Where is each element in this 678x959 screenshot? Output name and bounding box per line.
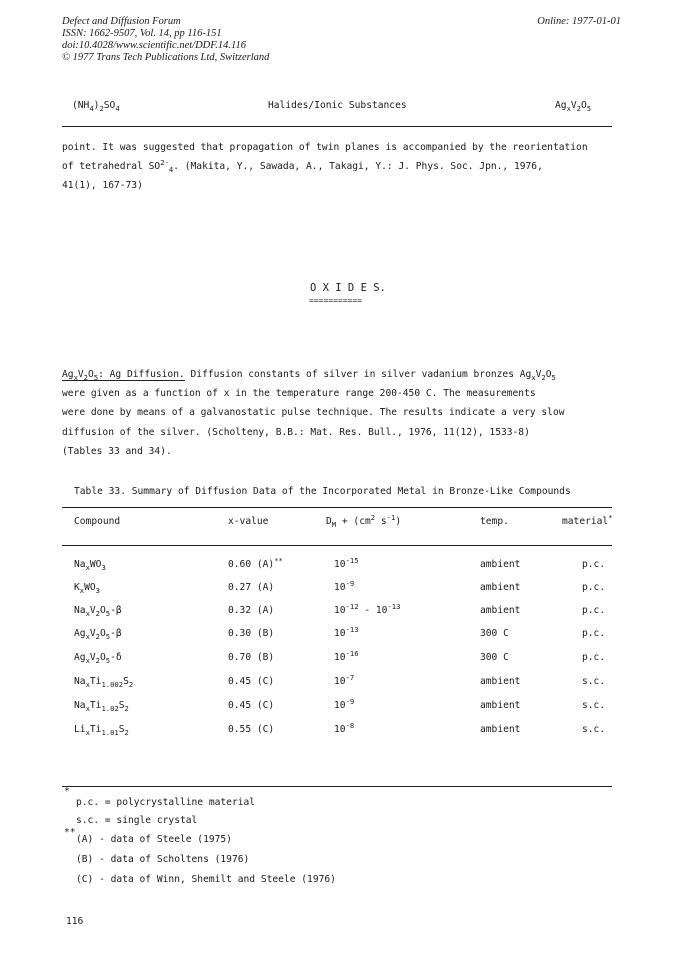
cell-material: p.c. [582,559,606,570]
table-row [62,601,612,627]
table-header-rule [62,545,612,546]
cell-compound: $Na_xV_2O_5-\beta$ [74,605,122,618]
para2-line3: were done by means of a galvanostatic pulse technique. The results indicate a very slow [62,407,565,419]
cell-temp: ambient [480,676,521,687]
cell-compound: $K_xWO_3$ [74,582,100,595]
para2-line5: (Tables 33 and 34). [62,445,172,457]
cell-compound: $Na_xWO_3$ [74,559,106,572]
col-temp: temp. [480,516,509,527]
cell-x-value: 0.60 (A)** [228,555,283,570]
cell-diffusion: $10^{-12} - 10^{-13}$ [334,601,401,616]
cell-material: p.c. [582,605,606,616]
running-head-left: $(NH_4)_2SO_4$ [72,100,120,113]
cell-diffusion: $10^{-7}$ [334,672,355,687]
cell-temp: ambient [480,605,521,616]
para2-line4: diffusion of the silver. (Scholteny, B.B.: Mat. Res. Bull., 1976, 11(12), 1533-8) [62,426,530,438]
running-head-rule [62,126,612,127]
cell-temp: 300 C [480,628,509,639]
cell-x-value: 0.70 (B) [228,652,275,663]
cell-diffusion: $10^{-13}$ [334,624,359,639]
footnote-pc: p.c. = polycrystalline material [76,797,256,808]
col-material: material* [562,512,613,527]
col-compound: Compound [74,516,121,527]
cell-diffusion: $10^{-9}$ [334,696,355,711]
col-diffusion: $D_M + (cm^2$ $s^{-1}$) [326,512,402,529]
cell-material: p.c. [582,628,606,639]
cell-x-value: 0.45 (C) [228,676,275,687]
copyright-line: © 1977 Trans Tech Publications Ltd, Switzerland [62,52,270,63]
para2-line1: $Ag_xV_2O_5$: Ag Diffusion. Diffusion constants of silver in silver vadanium bronzes $Ag_xV_2O_5$ [62,369,556,382]
paragraph-twin-planes [62,138,622,196]
cell-compound: $Ag_xV_2O_5-\delta$ [74,652,122,665]
cell-diffusion: $10^{-16}$ [334,648,359,663]
table-bottom-rule [62,786,612,787]
footnote-sc: s.c. = single crystal [76,815,198,826]
cell-compound: $Na_xTi_{1.002}S_2$ [74,676,134,689]
para1-line1: point. It was suggested that propagation of twin planes is accompanied by the reorientation [62,142,588,153]
table-row [62,624,612,650]
running-head-right: $Ag_xV_2O_5$ [555,100,592,113]
cell-compound: $Ag_xV_2O_5-\beta$ [74,628,122,641]
journal-header [62,16,269,64]
section-title: O X I D E S. [310,282,386,294]
cell-temp: ambient [480,559,521,570]
cell-temp: 300 C [480,652,509,663]
section-underline: =========== [309,296,362,305]
online-date: Online: 1977-01-01 [537,16,621,27]
cell-x-value: 0.45 (C) [228,700,275,711]
cell-x-value: 0.55 (C) [228,724,275,735]
cell-material: p.c. [582,582,606,593]
table-row [62,648,612,674]
para2-heading: $Ag_xV_2O_5$: Ag Diffusion. [62,369,185,382]
cell-material: s.c. [582,700,606,711]
cell-diffusion: $10^{-8}$ [334,720,355,735]
cell-diffusion: $10^{-9}$ [334,578,355,593]
footnote-star: * [64,786,70,797]
table-caption: Table 33. Summary of Diffusion Data of the Incorporated Metal in Bronze-Like Compounds [74,486,571,497]
footnote-b: (B) - data of Scholtens (1976) [76,854,250,865]
cell-x-value: 0.30 (B) [228,628,275,639]
table-row [62,555,612,581]
cell-compound: $Li_xTi_{1.01}S_2$ [74,724,129,737]
cell-material: s.c. [582,724,606,735]
para2-line2: were given as a function of x in the temperature range 200-450 C. The measurements [62,388,536,400]
cell-diffusion: $10^{-15}$ [334,555,359,570]
table-header-row [62,512,613,538]
footnote-double-star: ** [64,827,76,838]
cell-temp: ambient [480,582,521,593]
cell-x-value: 0.32 (A) [228,605,275,616]
doi-line: doi:10.4028/www.scientific.net/DDF.14.116 [62,40,247,51]
page-number: 116 [66,916,84,927]
cell-material: p.c. [582,652,606,663]
cell-material: s.c. [582,676,606,687]
col-x-value: x-value [228,516,269,527]
footnote-a: (A) - data of Steele (1975) [76,834,232,845]
issn-line: ISSN: 1662-9507, Vol. 14, pp 116-151 [62,28,222,39]
table-row [62,578,612,604]
cell-x-value: 0.27 (A) [228,582,275,593]
paragraph-ag-diffusion [62,365,622,461]
para1-line3: 41(1), 167-73) [62,180,143,192]
footnote-c: (C) - data of Winn, Shemilt and Steele (1976) [76,874,336,885]
table-row [62,696,612,722]
cell-compound: $Na_xTi_{1.02}S_2$ [74,700,129,713]
running-head-center: Halides/Ionic Substances [268,100,407,111]
journal-name: Defect and Diffusion Forum [62,16,181,27]
table-row [62,720,612,746]
para1-line2: of tetrahedral $SO^{2-}_4$. (Makita, Y., Sawada, A., Takagi, Y.: J. Phys. Soc. Jpn., 1976, [62,158,543,175]
cell-temp: ambient [480,700,521,711]
table-top-rule [62,507,612,508]
table-row [62,672,612,698]
cell-temp: ambient [480,724,521,735]
